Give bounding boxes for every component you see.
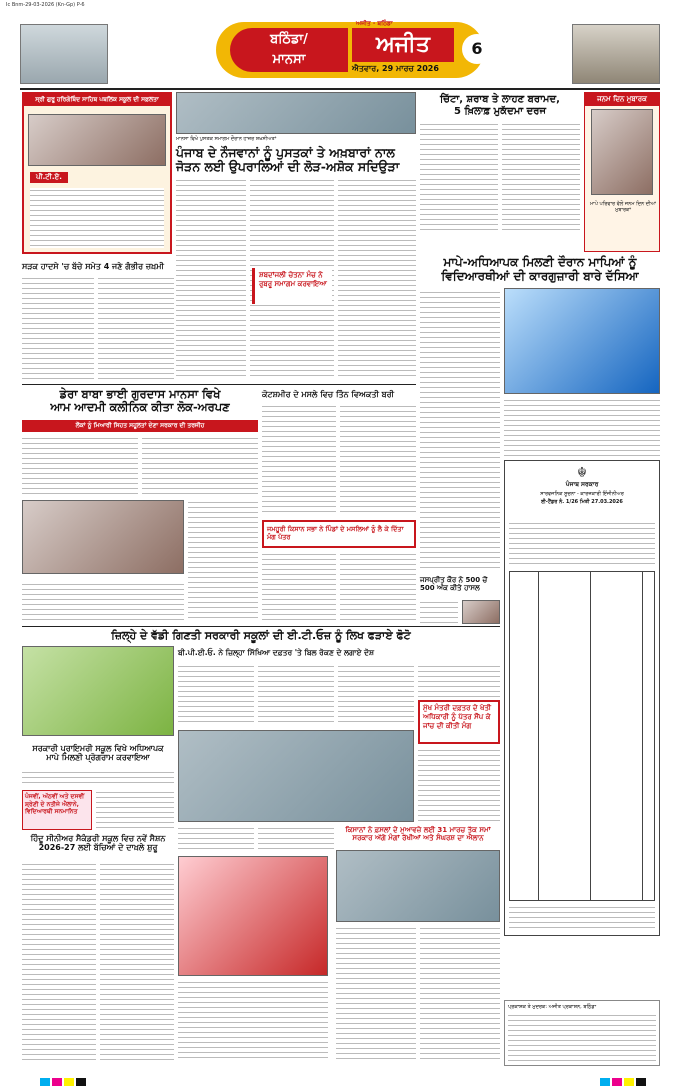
public-notice [504, 460, 660, 936]
clinic-col-1 [22, 436, 138, 498]
schools-photo [178, 730, 414, 822]
registration-magenta-right [612, 1078, 622, 1086]
main-photo-caption: ਮਾਨਸਾ ਵਿਖੇ ਪੁਸਤਕ ਸਮਾਗਮ ਦੌਰਾਨ ਹਾਜ਼ਰ ਸ਼ਖ਼ਸੀਅਤਾਂ [176, 136, 277, 142]
registration-cyan [40, 1078, 50, 1086]
clinic-col-2 [142, 436, 258, 498]
birthday-box [584, 92, 660, 252]
schools-col-3 [338, 664, 414, 726]
imprint-lines [508, 1013, 656, 1061]
clinic-col-3 [188, 500, 258, 620]
compensation-photo [336, 850, 500, 922]
registration-black-right [636, 1078, 646, 1086]
ptm-photo [504, 288, 660, 394]
govt-school-col-2 [96, 790, 174, 830]
notice-footer-text [509, 905, 655, 931]
region-title-2: ਮਾਨਸਾ [272, 52, 306, 67]
schools-col-4 [418, 664, 500, 698]
lower-col-3 [258, 826, 334, 852]
farmer-union-headline: ਜਮਹੂਰੀ ਕਿਸਾਨ ਸਭਾ ਨੇ ਪਿੰਡਾਂ ਦੇ ਮਸਲਿਆਂ ਨੂੰ ਲੈ ਕੇ ਦਿੱਤਾ ਮੰਗ ਪੱਤਰ [262, 520, 416, 548]
admission-headline-line-1: ਹਿੰਦੂ ਸੀਨੀਅਰ ਸੈਕੰਡਰੀ ਸਕੂਲ ਵਿਚ ਨਵੇਂ ਸੈਸ਼ਨ [30, 834, 166, 843]
khanda-icon: ☬ [577, 465, 587, 481]
farmer-union-col-1 [262, 552, 336, 620]
cm-office-box: ਮੁੱਖ ਮੰਤਰੀ ਦਫ਼ਤਰ ਦੇ ਖੇਤੀ ਅਧਿਕਾਰੀ ਨੂੰ ਪੱਤਰ ਸੌਂਪ ਕੇ ਜਾਂਚ ਦੀ ਕੀਤੀ ਮੰਗ [418, 700, 500, 744]
ptm-col-2 [504, 398, 660, 456]
schools-col-2 [258, 664, 334, 726]
region-title [230, 28, 348, 72]
clinic-headline-line-1: ਡੇਰਾ ਬਾਬਾ ਭਾਈ ਗੁਰਦਾਸ ਮਾਨਸਾ ਵਿਖੇ [59, 387, 221, 401]
birthday-caption: ਮਾਪੇ ਪਰਿਵਾਰ ਵੱਲੋਂ ਜਨਮ ਦਿਨ ਦੀਆਂ ਮੁਬਾਰਕਾਂ [590, 201, 656, 213]
main-headline-line-1: ਪੰਜਾਬ ਦੇ ਨੌਜਵਾਨਾਂ ਨੂੰ ਪੁਸਤਕਾਂ ਤੇ ਅਖ਼ਬਾਰਾਂ ਨਾਲ [176, 145, 395, 160]
accident-headline: ਸੜਕ ਹਾਦਸੇ 'ਚ ਬੱਚੇ ਸਮੇਤ 4 ਜਣੇ ਗੰਭੀਰ ਜ਼ਖ਼ਮੀ [22, 262, 164, 271]
main-headline-line-2: ਜੋੜਨ ਲਈ ਉਪਰਾਲਿਆਂ ਦੀ ਲੋੜ-ਅਸ਼ੋਕ ਸਦਿਉੜਾ [176, 159, 400, 175]
main-story-photo [176, 92, 416, 134]
registration-yellow [64, 1078, 74, 1086]
lower-col-2 [178, 980, 328, 1062]
acquittal-headline: ਕੋਟਸ਼ਮੀਰ ਦੇ ਮਸਲੇ ਵਿਚ ਤਿੰਨ ਵਿਅਕਤੀ ਬਰੀ [262, 390, 395, 399]
acquittal-col-2 [340, 404, 416, 514]
results-box: ਪੰਜਵੀਂ, ਅੱਠਵੀਂ ਅਤੇ ਦਸਵੀਂ ਸ਼੍ਰੇਣੀ ਦੇ ਨਤੀਜੇ ਐਲਾਨੇ, ਵਿਦਿਆਰਥੀ ਸਨਮਾਨਿਤ [22, 790, 92, 830]
compensation-col-1 [336, 926, 416, 1062]
masthead-photo-right [572, 24, 660, 84]
school-ad-title: ਸ੍ਰੀ ਗੁਰੂ ਹਰਿਗੋਬਿੰਦ ਸਾਹਿਬ ਪਬਲਿਕ ਸਕੂਲ ਦੀ ਸਫ਼ਲਤਾ [24, 94, 170, 106]
registration-yellow-right [624, 1078, 634, 1086]
ptm-headline-line-1: ਮਾਪੇ-ਅਧਿਆਪਕ ਮਿਲਣੀ ਦੌਰਾਨ ਮਾਪਿਆਂ ਨੂੰ [443, 255, 637, 269]
acquittal-col-1 [262, 404, 336, 514]
clinic-headline-line-2: ਆਮ ਆਦਮੀ ਕਲੀਨਿਕ ਕੀਤਾ ਲੋਕ-ਅਰਪਣ [50, 400, 230, 415]
clinic-col-4 [22, 582, 184, 620]
paper-tag: ਅਜੀਤ - ਬਠਿੰਡਾ [356, 20, 393, 27]
chitta-headline-line-1: ਚਿੱਟਾ, ਸ਼ਰਾਬ ਤੇ ਲਾਹਣ ਬਰਾਮਦ, [440, 94, 560, 105]
notice-ref: ਈ-ਟੈਂਡਰ ਨੰ. 1/26 ਮਿਤੀ 27.03.2026 [541, 499, 623, 505]
school-ad-photo [28, 114, 166, 166]
school-ad [22, 92, 172, 254]
govt-school-headline [22, 744, 174, 762]
compensation-col-2 [420, 926, 500, 1062]
main-story-col-1 [176, 178, 246, 378]
schools-left-photo [22, 646, 174, 736]
print-slug: Iс Bnm-29-03-2026 (Kn-Gp) P-6 [6, 2, 85, 8]
accident-col-2 [98, 276, 174, 380]
school-ad-text [30, 188, 164, 248]
school-ad-badge: ਪੀ.ਟੀ.ਏ. [30, 172, 68, 183]
masthead [20, 18, 660, 86]
chitta-col-1 [420, 122, 498, 234]
clinic-photo [22, 500, 184, 574]
chitta-col-2 [502, 122, 580, 234]
compensation-headline [336, 826, 500, 842]
paper-name: ਅਜੀਤ [352, 28, 454, 62]
main-story-col-3 [338, 178, 416, 378]
region-title-1: ਬਠਿੰਡਾ/ [270, 32, 308, 47]
birthday-title: ਜਨਮ ਦਿਨ ਮੁਬਾਰਕ [585, 93, 659, 106]
topper-photo [462, 600, 500, 624]
compensation-headline-line-2: ਸਰਕਾਰ ਅੱਗੇ ਮੰਗਾਂ ਰੱਖੀਆਂ ਅਤੇ ਸੰਘਰਸ਼ ਦਾ ਐਲਾਨ [352, 834, 484, 843]
admission-headline-line-2: 2026-27 ਲਈ ਬੱਚਿਆਂ ਦੇ ਦਾਖ਼ਲੇ ਸ਼ੁਰੂ [38, 843, 158, 853]
admission-col-1 [22, 862, 96, 1062]
admission-col-2 [100, 862, 174, 1062]
lower-col-1 [178, 826, 254, 852]
registration-black [76, 1078, 86, 1086]
imprint-box [504, 1000, 660, 1066]
govt-school-headline-line-2: ਮਾਪੇ ਮਿਲਣੀ ਪ੍ਰੋਗਰਾਮ ਕਰਵਾਇਆ [46, 753, 150, 763]
issue-date: ਐਤਵਾਰ, 29 ਮਾਰਚ 2026 [352, 64, 439, 73]
notice-table [509, 571, 655, 901]
notice-title: ਪੰਜਾਬ ਸਰਕਾਰ [565, 481, 599, 488]
kids-photo [178, 856, 328, 976]
masthead-photo-left [20, 24, 108, 84]
schools-col-5 [418, 748, 500, 822]
chitta-headline [420, 94, 580, 117]
govt-school-headline-line-1: ਸਰਕਾਰੀ ਪ੍ਰਾਇਮਰੀ ਸਕੂਲ ਵਿਖੇ ਅਧਿਆਪਕ [32, 744, 164, 753]
section-rule-2 [22, 626, 500, 627]
main-headline [176, 146, 416, 175]
birthday-photo [591, 109, 653, 195]
schools-subhead: ਬੀ.ਪੀ.ਈ.ਓ. ਨੇ ਜ਼ਿਲ੍ਹਾ ਸਿੱਖਿਆ ਦਫ਼ਤਰ 'ਤੇ ਬਿਲ ਰੋਕਣ ਦੇ ਲਗਾਏ ਦੋਸ਼ [178, 648, 375, 657]
admission-headline [22, 834, 174, 852]
chitta-headline-line-2: 5 ਖ਼ਿਲਾਫ਼ ਮੁਕੱਦਮਾ ਦਰਜ [454, 105, 546, 117]
clinic-banner: ਲੋਕਾਂ ਨੂੰ ਮਿਆਰੀ ਸਿਹਤ ਸਹੂਲਤਾਂ ਦੇਣਾ ਸਰਕਾਰ ਦੀ ਤਰਜੀਹ [22, 420, 258, 432]
imprint-text: ਪ੍ਰਕਾਸ਼ਕ ਤੇ ਮੁਦਰਕ: ਅਜੀਤ ਪ੍ਰਕਾਸ਼ਨ, ਬਠਿੰਡਾ [508, 1004, 597, 1010]
ptm-col-1 [420, 290, 500, 572]
registration-cyan-right [600, 1078, 610, 1086]
page-number: 6 [462, 34, 492, 64]
section-rule-1 [22, 384, 416, 385]
govt-school-col-1 [22, 770, 174, 786]
compensation-headline-line-1: ਕਿਸਾਨਾਂ ਨੇ ਫ਼ਸਲਾਂ ਦੇ ਮੁਆਵਜ਼ੇ ਲਈ 31 ਮਾਰਚ ਤੱਕ ਸਮਾਂ [345, 826, 491, 834]
masthead-rule [20, 88, 660, 90]
farmer-union-col-2 [340, 552, 416, 620]
accident-col-1 [22, 276, 94, 380]
schools-headline: ਜ਼ਿਲ੍ਹੇ ਦੇ ਵੱਡੀ ਗਿਣਤੀ ਸਰਕਾਰੀ ਸਕੂਲਾਂ ਦੀ ਈ.ਟੀ.ਓਜ਼ ਨੂੰ ਲਿਖ ਫੜਾਏ ਫੋਟੋ [111, 629, 411, 642]
notice-text [509, 521, 655, 565]
notice-subtitle: ਸਾਰਵਜਨਿਕ ਸੂਚਨਾ - ਕਾਰਜਕਾਰੀ ਇੰਜੀਨੀਅਰ [540, 491, 624, 497]
masthead-logo [216, 22, 484, 78]
topper-text [420, 600, 458, 624]
pull-quote: ਸ਼ਬਦਾਂਜਲੀ ਚੇਤਨਾ ਮੰਚ ਨੇ ਰੁਬਰੂ ਸਮਾਗਮ ਕਰਵਾਇਆ [252, 268, 332, 304]
ptm-headline [420, 256, 660, 284]
ptm-headline-line-2: ਵਿਦਿਆਰਥੀਆਂ ਦੀ ਕਾਰਗੁਜ਼ਾਰੀ ਬਾਰੇ ਦੱਸਿਆ [441, 268, 639, 283]
registration-magenta [52, 1078, 62, 1086]
topper-headline: ਜਸਪ੍ਰੀਤ ਕੌਰ ਨੇ 500 ਚੋਂ 500 ਅੰਕ ਕੀਤੇ ਹਾਸਲ [420, 576, 488, 593]
schools-col-1 [178, 664, 254, 726]
clinic-headline [22, 388, 258, 414]
